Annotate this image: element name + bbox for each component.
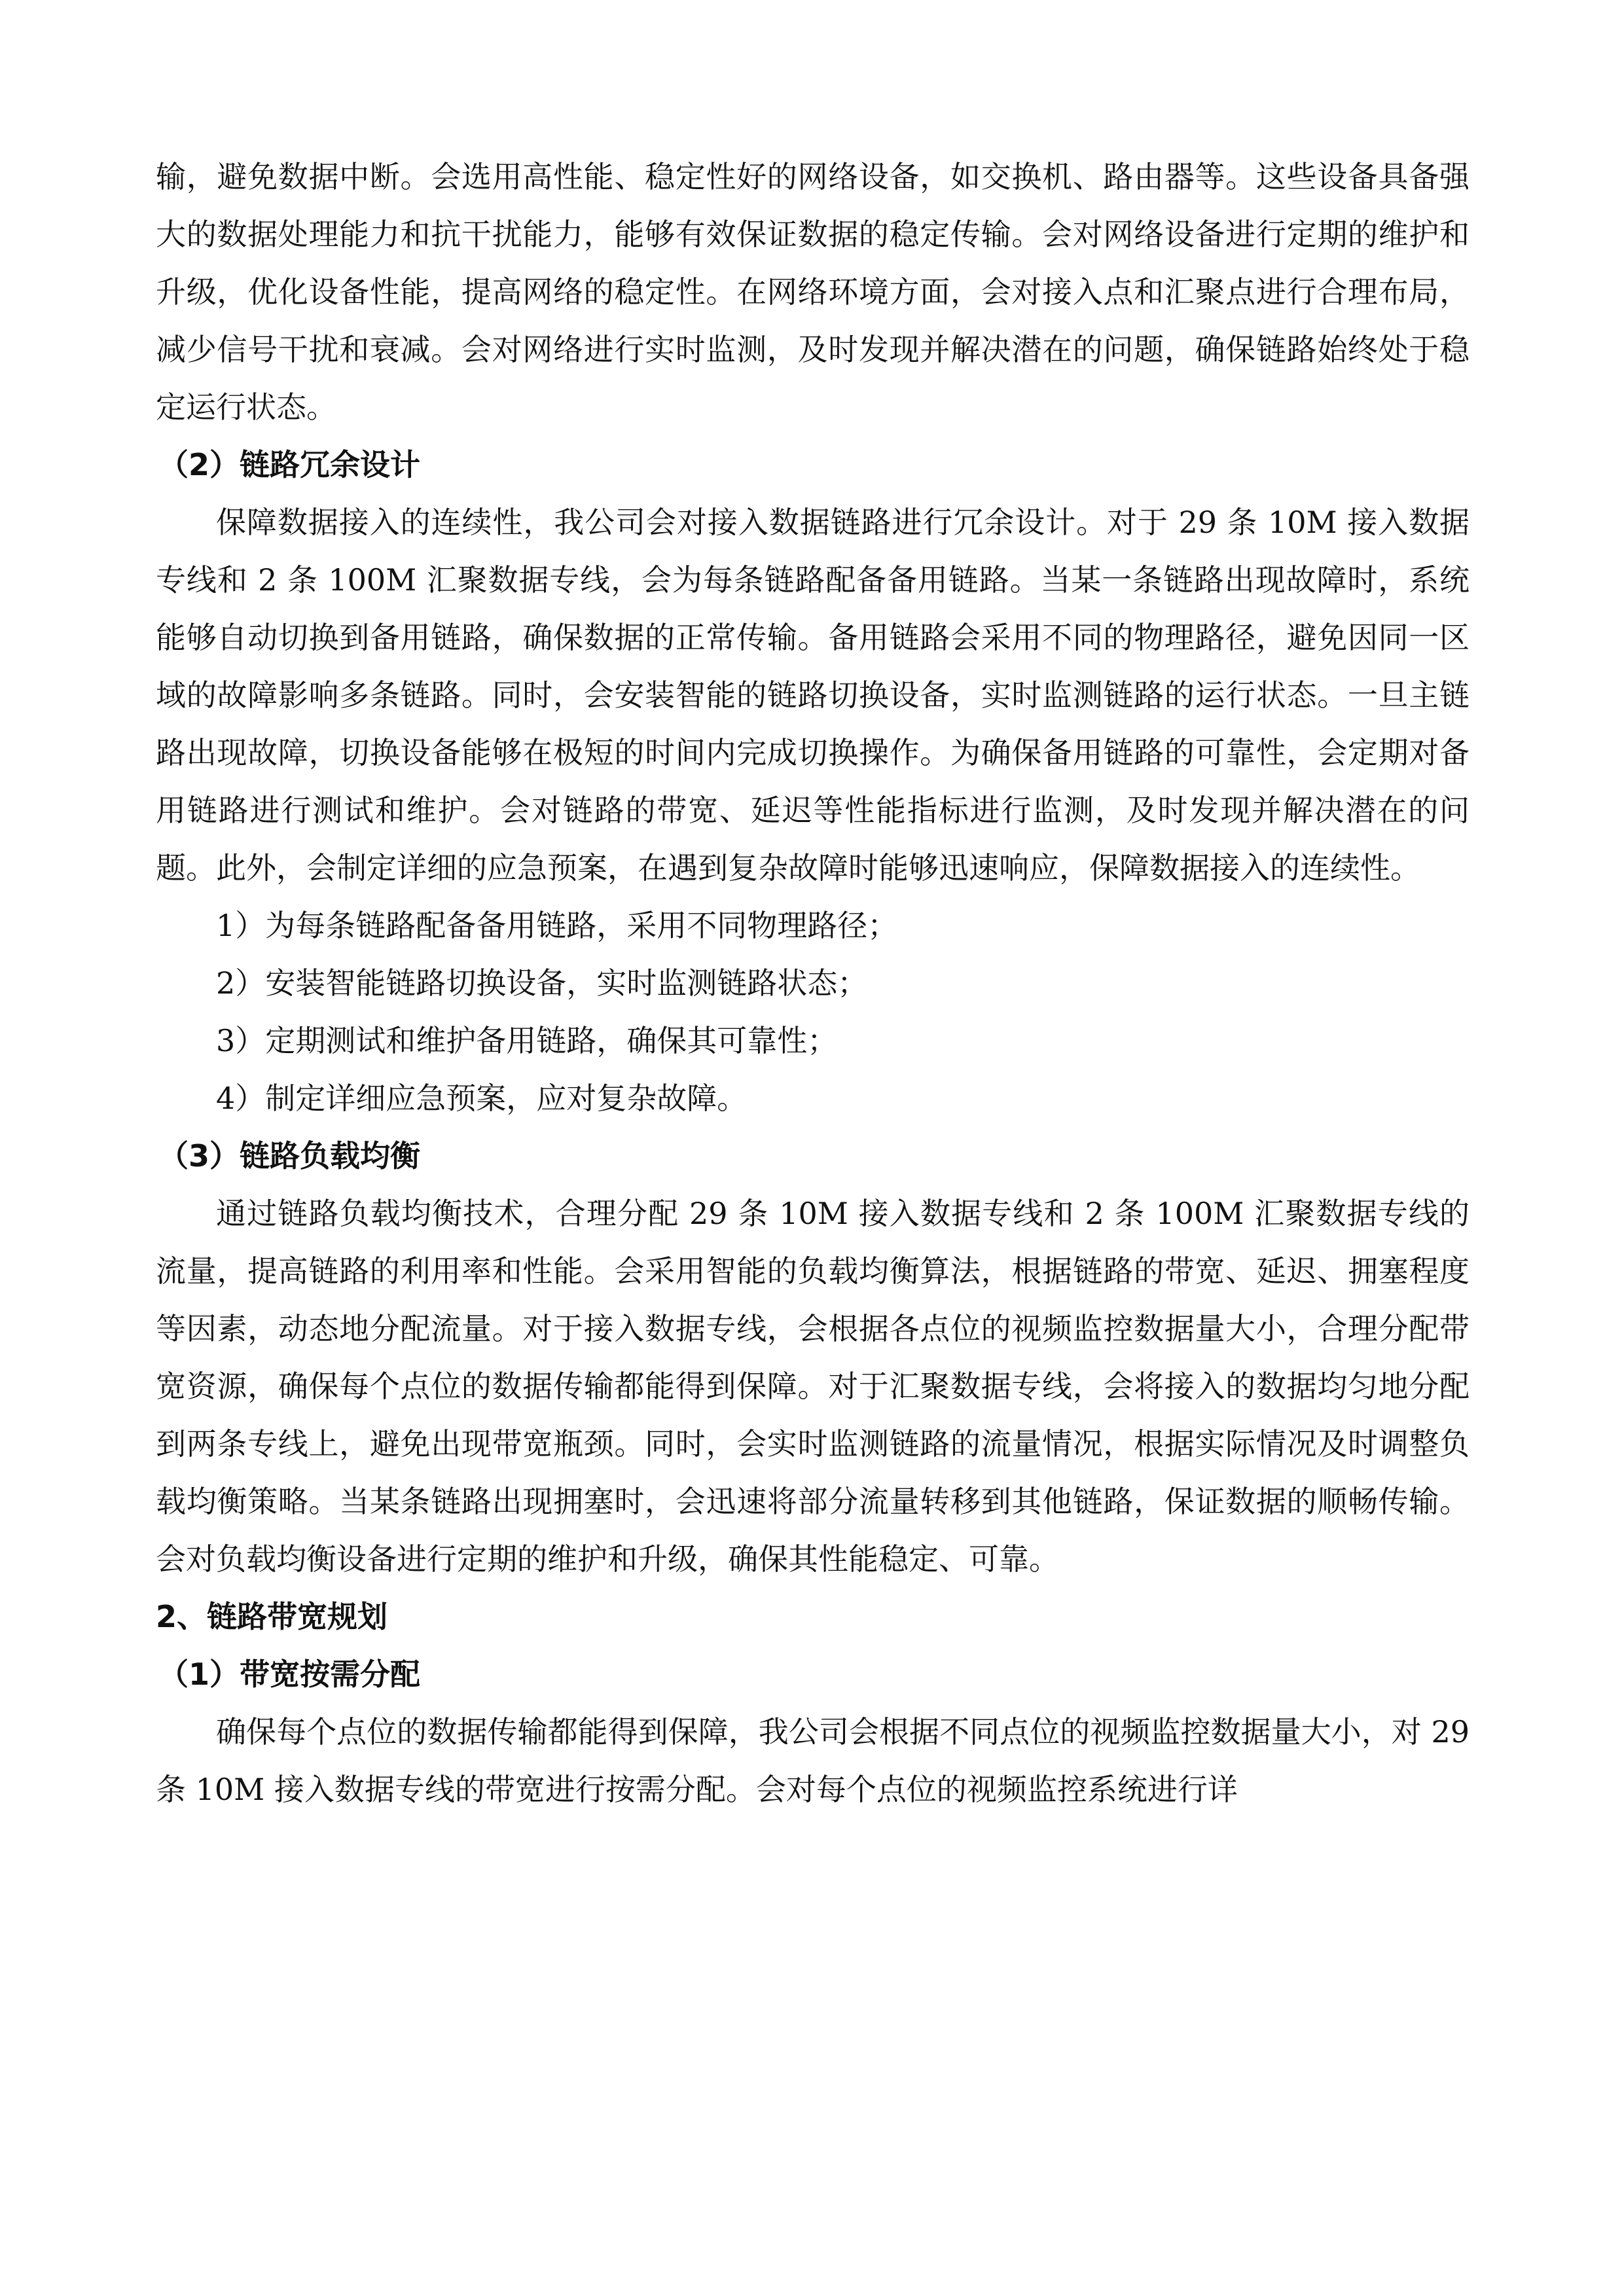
body-paragraph: 输，避免数据中断。会选用高性能、稳定性好的网络设备，如交换机、路由器等。这些设备具备强大的数据处理能力和抗干扰能力，能够有效保证数据的稳定传输。会对网络设备进行定期的维护和升级，优化设备性能，提高网络的稳定性。在网络环境方面，会对接入点和汇聚点进行合理布局，减少信号干扰和衰减。会对网络进行实时监测，及时发现并解决潜在的问题，确保链路始终处于稳定运行状态。 (156, 159, 1470, 425)
list-item: 1）为每条链路配备备用链路，采用不同物理路径； (216, 908, 898, 943)
section-heading-bandwidth: 2、链路带宽规划 (156, 1599, 388, 1634)
body-paragraph: 确保每个点位的数据传输都能得到保障，我公司会根据不同点位的视频监控数据量大小，对 29 条 10M 接入数据专线的带宽进行按需分配。会对每个点位的视频监控系统进行详 (156, 1714, 1470, 1807)
list-item: 2）安装智能链路切换设备，实时监测链路状态； (216, 965, 868, 1001)
body-paragraph: 保障数据接入的连续性，我公司会对接入数据链路进行冗余设计。对于 29 条 10M 接入数据专线和 2 条 100M 汇聚数据专线，会为每条链路配备备用链路。当某一条链路出现故障时，系统能够自动切换到备用链路，确保数据的正常传输。备用链路会采用不同的物理路径，避免因同一区域的故障影响多条链路。同时，会安装智能的链路切换设备，实时监测链路的运行状态。一旦主链路出现故障，切换设备能够在极短的时间内完成切换操作。为确保备用链路的可靠性，会定期对备用链路进行测试和维护。会对链路的带宽、延迟等性能指标进行监测，及时发现并解决潜在的问题。此外，会制定详细的应急预案，在遇到复杂故障时能够迅速响应，保障数据接入的连续性。 (156, 505, 1470, 886)
document-page (156, 148, 1470, 1818)
section-heading-redundancy: （2）链路冗余设计 (158, 447, 421, 482)
list-item: 4）制定详细应急预案，应对复杂故障。 (216, 1081, 748, 1116)
body-paragraph: 通过链路负载均衡技术，合理分配 29 条 10M 接入数据专线和 2 条 100M 汇聚数据专线的流量，提高链路的利用率和性能。会采用智能的负载均衡算法，根据链路的带宽、延迟、拥塞程度等因素，动态地分配流量。对于接入数据专线，会根据各点位的视频监控数据量大小，合理分配带宽资源，确保每个点位的数据传输都能得到保障。对于汇聚数据专线，会将接入的数据均匀地分配到两条专线上，避免出现带宽瓶颈。同时，会实时监测链路的流量情况，根据实际情况及时调整负载均衡策略。当某条链路出现拥塞时，会迅速将部分流量转移到其他链路，保证数据的顺畅传输。会对负载均衡设备进行定期的维护和升级，确保其性能稳定、可靠。 (156, 1196, 1470, 1577)
section-heading-load-balance: （3）链路负载均衡 (158, 1138, 421, 1174)
subsection-heading-on-demand: （1）带宽按需分配 (158, 1657, 421, 1692)
list-item: 3）定期测试和维护备用链路，确保其可靠性； (216, 1023, 838, 1058)
redundancy-list (156, 897, 1470, 1127)
